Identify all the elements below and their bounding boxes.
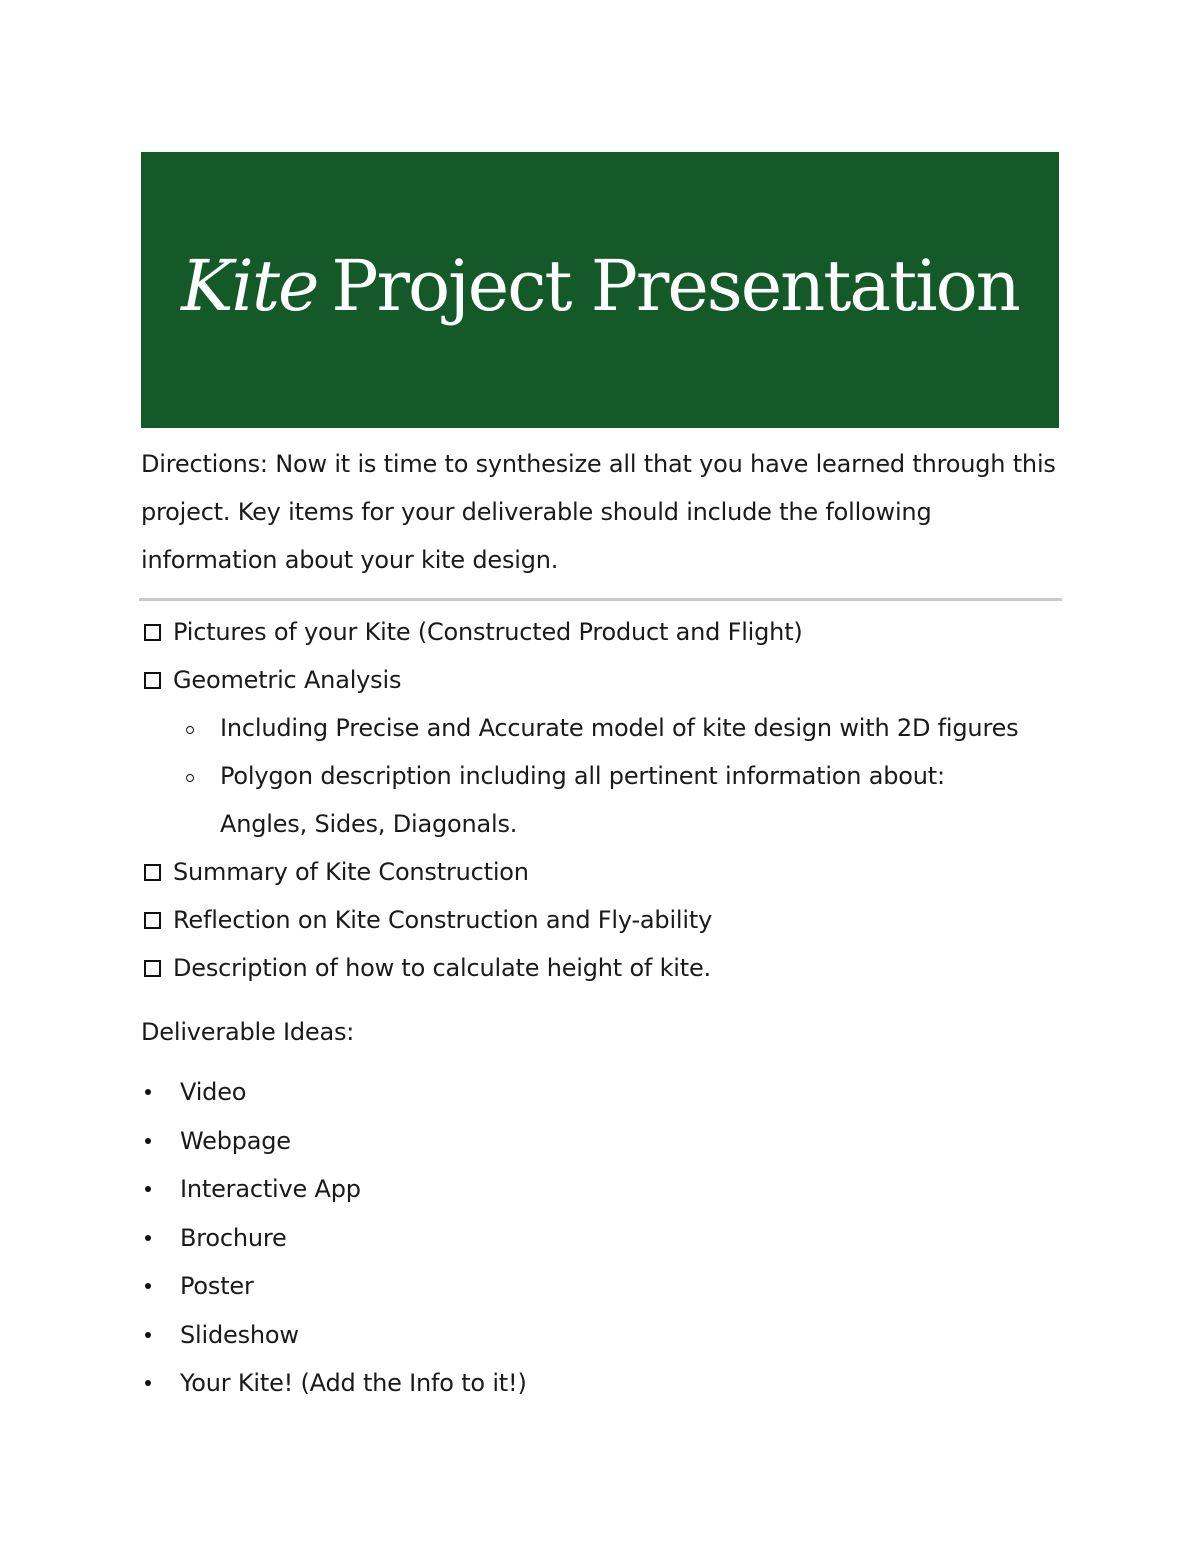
hollow-bullet-icon — [186, 726, 194, 734]
list-item-label: Interactive App — [180, 1175, 361, 1203]
checklist-item — [141, 608, 1081, 656]
checkbox-icon — [144, 864, 161, 881]
list-item — [141, 1068, 527, 1117]
checklist-item — [141, 656, 1081, 704]
title-banner — [141, 152, 1059, 428]
bullet-icon — [145, 1089, 151, 1095]
list-item — [141, 1262, 527, 1311]
list-item — [141, 1117, 527, 1166]
checklist-item-label: Summary of Kite Construction — [173, 858, 529, 886]
list-item-label: Slideshow — [180, 1320, 299, 1349]
list-item — [141, 1359, 527, 1408]
sub-list-item — [186, 704, 1081, 752]
checklist-item-label: Pictures of your Kite (Constructed Product and Flight) — [173, 618, 803, 646]
divider — [139, 598, 1062, 601]
checklist-item — [141, 848, 1081, 896]
checklist-item-label: Geometric Analysis — [173, 666, 402, 694]
list-item — [141, 1311, 527, 1360]
checkbox-icon — [144, 912, 161, 929]
bullet-icon — [145, 1380, 151, 1386]
bullet-icon — [145, 1186, 151, 1192]
bullet-icon — [145, 1235, 151, 1241]
page-title — [181, 245, 1019, 327]
sub-list-item — [186, 752, 1081, 800]
checklist-item — [141, 944, 1081, 992]
sub-list-item-label: Including Precise and Accurate model of kite design with 2D figures — [220, 714, 1019, 742]
list-item — [141, 1165, 527, 1214]
list-item — [141, 1214, 527, 1263]
deliverable-ideas-heading: Deliverable Ideas: — [141, 1018, 355, 1046]
deliverable-ideas-list — [141, 1068, 527, 1408]
title-rest: Project Presentation — [331, 245, 1019, 327]
bullet-icon — [145, 1138, 151, 1144]
bullet-icon — [145, 1283, 151, 1289]
checkbox-icon — [144, 672, 161, 689]
checklist-item-label: Description of how to calculate height of kite. — [173, 954, 711, 982]
list-item-label: Your Kite! (Add the Info to it!) — [180, 1369, 527, 1397]
list-item-label: Video — [180, 1078, 247, 1106]
checklist-item — [141, 896, 1081, 944]
list-item-label: Brochure — [180, 1223, 287, 1252]
hollow-bullet-icon — [186, 774, 194, 782]
sub-list-item-continuation: Angles, Sides, Diagonals. — [220, 810, 518, 838]
checklist-item-label: Reflection on Kite Construction and Fly-ability — [173, 906, 713, 934]
sub-list — [141, 704, 1081, 800]
checkbox-icon — [144, 624, 161, 641]
deliverable-checklist — [141, 608, 1081, 992]
directions-text: Directions: Now it is time to synthesize all that you have learned through this project. Key items for your deliverable should include the following information about your kite design. — [141, 450, 1056, 574]
sub-list-item-label: Polygon description including all pertinent information about: — [220, 762, 945, 790]
bullet-icon — [145, 1332, 151, 1338]
list-item-label: Poster — [180, 1272, 254, 1300]
title-italic: Kite — [181, 245, 318, 327]
list-item-label: Webpage — [180, 1126, 291, 1155]
checkbox-icon — [144, 960, 161, 977]
